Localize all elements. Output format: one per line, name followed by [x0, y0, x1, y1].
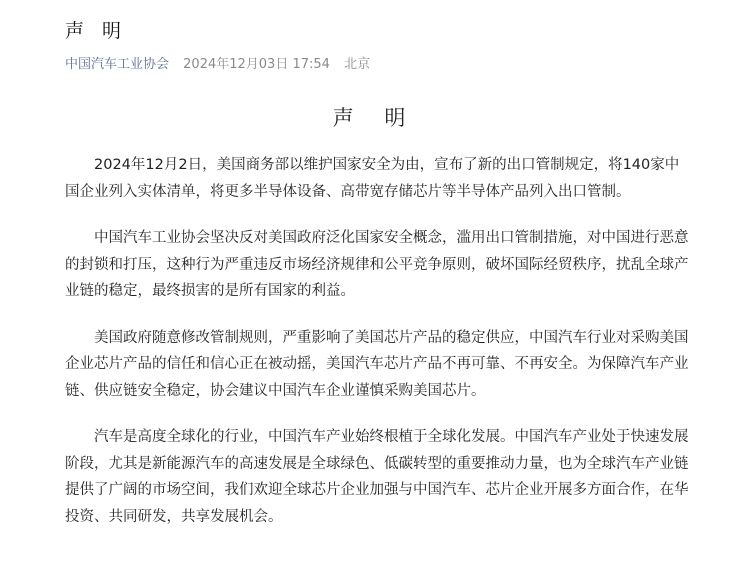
article-meta [65, 56, 370, 74]
document-heading: 声 明 [332, 106, 418, 130]
paragraph-2: 中国汽车工业协会坚决反对美国政府泛化国家安全概念，滥用出口管制措施，对中国进行恶意的封锁和打压，这种行为严重违反市场经济规律和公平竞争原则，破坏国际经贸秩序，扰乱全球产业链的稳定，最终损害的是所有国家的利益。 [65, 230, 689, 299]
publish-location: 北京 [344, 57, 371, 72]
publish-datetime: 2024年12月03日 17:54 [183, 57, 330, 72]
article-body [65, 152, 690, 550]
paragraph-3: 美国政府随意修改管制规则，严重影响了美国芯片产品的稳定供应，中国汽车行业对采购美国企业芯片产品的信任和信心正在被动摇，美国汽车芯片产品不再可靠、不再安全。为保障汽车产业链、供应链安全稳定，协会建议中国汽车企业谨慎采购美国芯片。 [65, 329, 689, 399]
account-name-link[interactable]: 中国汽车工业协会 [65, 57, 170, 72]
paragraph-1: 2024年12月2日，美国商务部以维护国家安全为由，宣布了新的出口管制规定，将140家中国企业列入实体清单，将更多半导体设备、高带宽存储芯片等半导体产品列入出口管制。 [65, 157, 680, 200]
page-title: 声 明 [65, 20, 128, 42]
paragraph-4: 汽车是高度全球化的行业，中国汽车产业始终根植于全球化发展。中国汽车产业处于快速发展阶段，尤其是新能源汽车的高速发展是全球绿色、低碳转型的重要推动力量，也为全球汽车产业链提供了广阔的市场空间，我们欢迎全球芯片企业加强与中国汽车、芯片企业开展多方面合作，在华投资、共同研发，共享发展机会。 [65, 429, 689, 525]
